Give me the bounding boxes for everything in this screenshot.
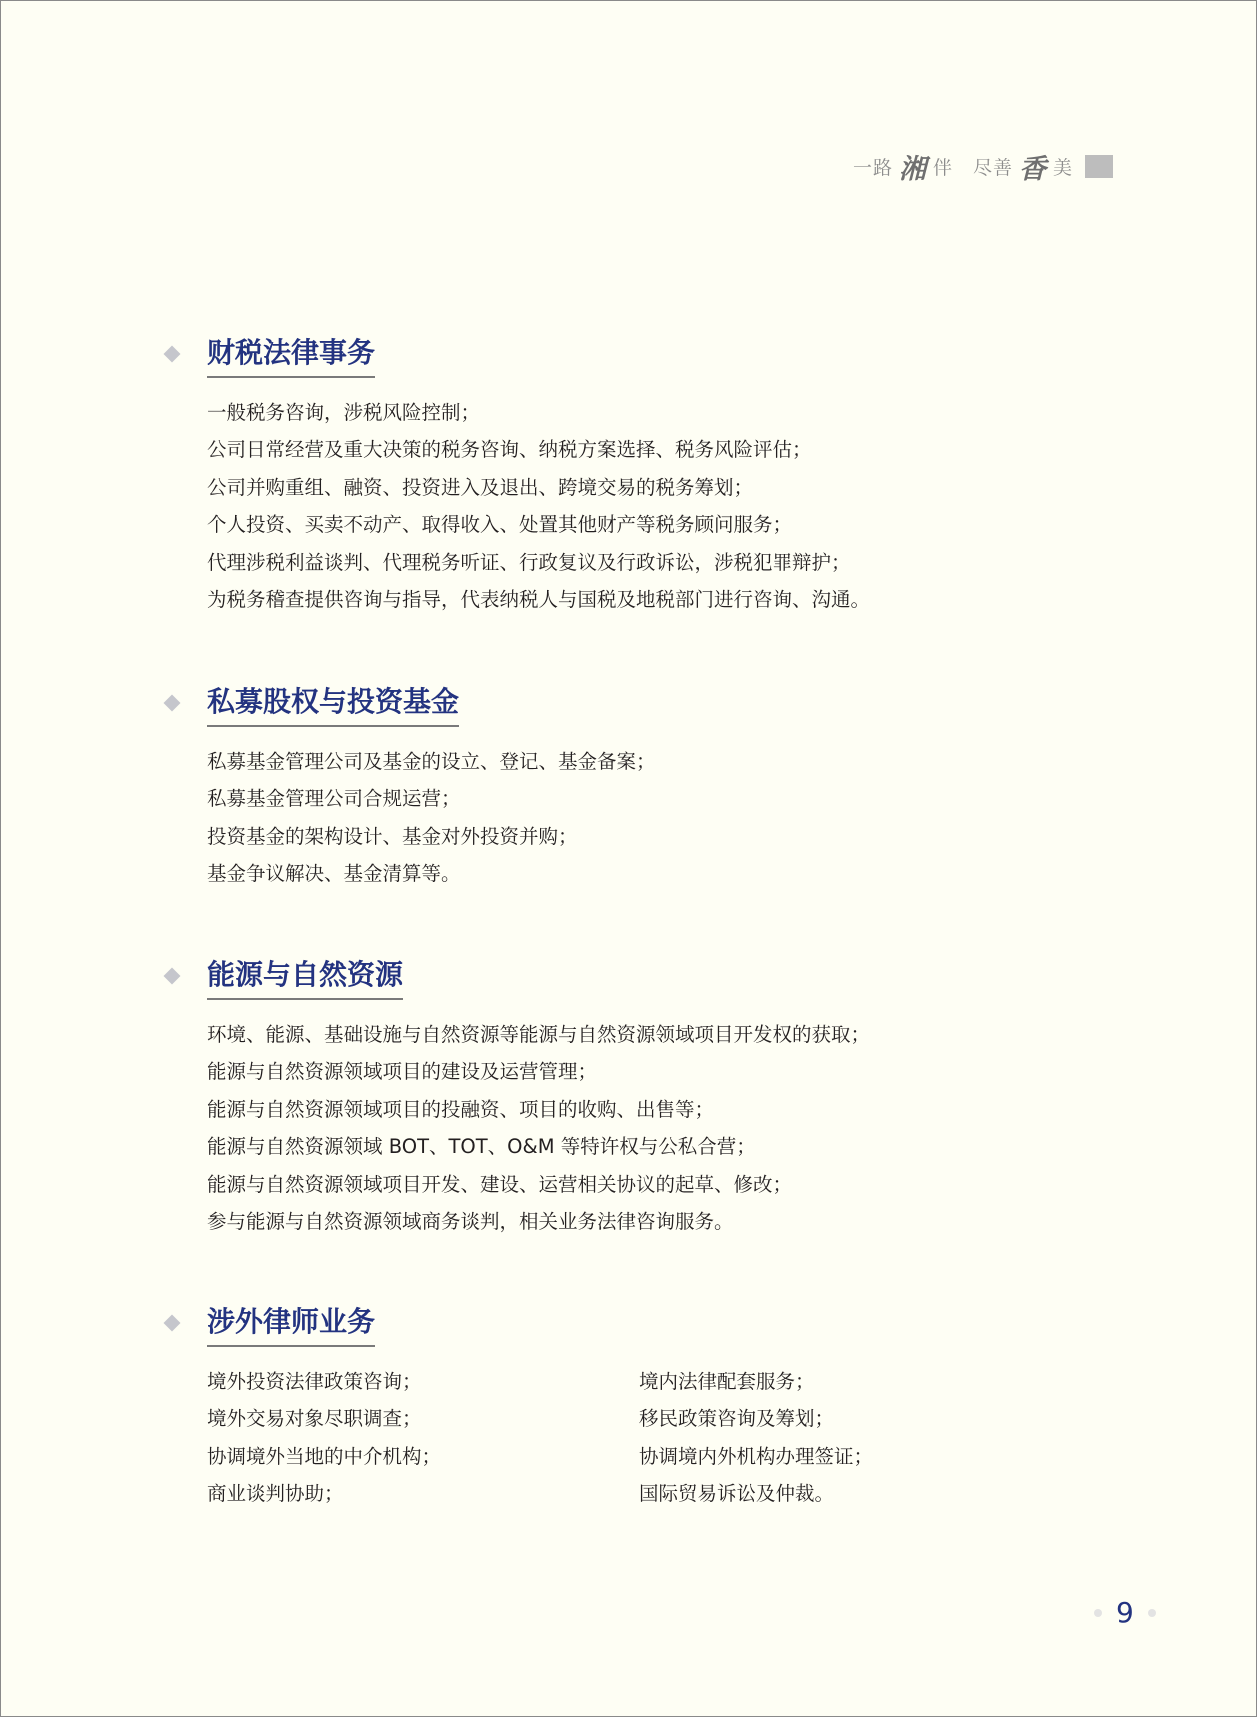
section-title: 能源与自然资源 xyxy=(207,958,403,1000)
slogan-text-4: 美 xyxy=(1052,157,1073,179)
list-item: 公司并购重组、融资、投资进入及退出、跨境交易的税务筹划； xyxy=(207,475,754,499)
two-column-list xyxy=(207,1363,1066,1513)
section-item-list xyxy=(207,394,1066,618)
section-private-equity xyxy=(166,685,1066,893)
diamond-bullet-icon xyxy=(164,695,181,712)
page-number-footer xyxy=(1094,1596,1156,1629)
list-item: 境内法律配套服务； xyxy=(639,1370,815,1393)
list-item: 移民政策咨询及筹划； xyxy=(639,1407,835,1431)
section-item-list xyxy=(207,743,1066,893)
list-item: 能源与自然资源领域项目开发、建设、运营相关协议的起草、修改； xyxy=(207,1172,793,1196)
section-tax-law xyxy=(166,336,1066,618)
list-item: 能源与自然资源领域项目的建设及运营管理； xyxy=(207,1060,598,1084)
slogan-text-2: 伴 xyxy=(932,157,953,179)
list-item: 投资基金的架构设计、基金对外投资并购； xyxy=(207,824,578,848)
left-column-list xyxy=(207,1363,639,1513)
list-item: 境外投资法律政策咨询； xyxy=(207,1370,422,1393)
list-item: 协调境内外机构办理签证； xyxy=(639,1444,874,1468)
list-item: 境外交易对象尽职调查； xyxy=(207,1407,422,1431)
list-item: 国际贸易诉讼及仲裁。 xyxy=(639,1482,835,1506)
list-item: 能源与自然资源领域 BOT、TOT、O&M 等特许权与公私合营； xyxy=(207,1135,756,1159)
list-item: 参与能源与自然资源领域商务谈判，相关业务法律咨询服务。 xyxy=(207,1209,734,1233)
diamond-bullet-icon xyxy=(164,346,181,363)
dot-right-icon xyxy=(1148,1609,1156,1617)
list-item: 商业谈判协助； xyxy=(207,1482,344,1506)
list-item: 能源与自然资源领域项目的投融资、项目的收购、出售等； xyxy=(207,1097,715,1121)
section-energy-resources xyxy=(166,958,1066,1240)
slogan-calligraphy-2: 香 xyxy=(1018,154,1047,185)
diamond-bullet-icon xyxy=(164,968,181,985)
list-item: 私募基金管理公司及基金的设立、登记、基金备案； xyxy=(207,750,656,773)
header-slogan xyxy=(853,147,1113,186)
list-item: 私募基金管理公司合规运营； xyxy=(207,787,461,811)
slogan-text-3: 尽善 xyxy=(972,157,1013,179)
list-item: 公司日常经营及重大决策的税务咨询、纳税方案选择、税务风险评估； xyxy=(207,438,812,462)
list-item: 协调境外当地的中介机构； xyxy=(207,1444,442,1468)
section-title: 涉外律师业务 xyxy=(207,1305,375,1347)
list-item: 环境、能源、基础设施与自然资源等能源与自然资源领域项目开发权的获取； xyxy=(207,1023,871,1046)
list-item: 为税务稽查提供咨询与指导，代表纳税人与国税及地税部门进行咨询、沟通。 xyxy=(207,587,871,611)
list-item: 代理涉税利益谈判、代理税务听证、行政复议及行政诉讼，涉税犯罪辩护； xyxy=(207,550,851,574)
section-title: 私募股权与投资基金 xyxy=(207,685,459,727)
section-item-list xyxy=(207,1016,1066,1240)
header-gray-block xyxy=(1085,155,1113,178)
list-item: 基金争议解决、基金清算等。 xyxy=(207,862,461,886)
right-column-list xyxy=(639,1363,873,1513)
list-item: 个人投资、买卖不动产、取得收入、处置其他财产等税务顾问服务； xyxy=(207,513,793,537)
list-item: 一般税务咨询，涉税风险控制； xyxy=(207,401,481,424)
section-title: 财税法律事务 xyxy=(207,336,375,378)
slogan-calligraphy-1: 湘 xyxy=(898,154,927,185)
diamond-bullet-icon xyxy=(164,1315,181,1332)
dot-left-icon xyxy=(1094,1609,1102,1617)
section-foreign-affairs xyxy=(166,1305,1066,1513)
page-number: 9 xyxy=(1116,1596,1134,1629)
slogan-text-1: 一路 xyxy=(852,157,893,179)
